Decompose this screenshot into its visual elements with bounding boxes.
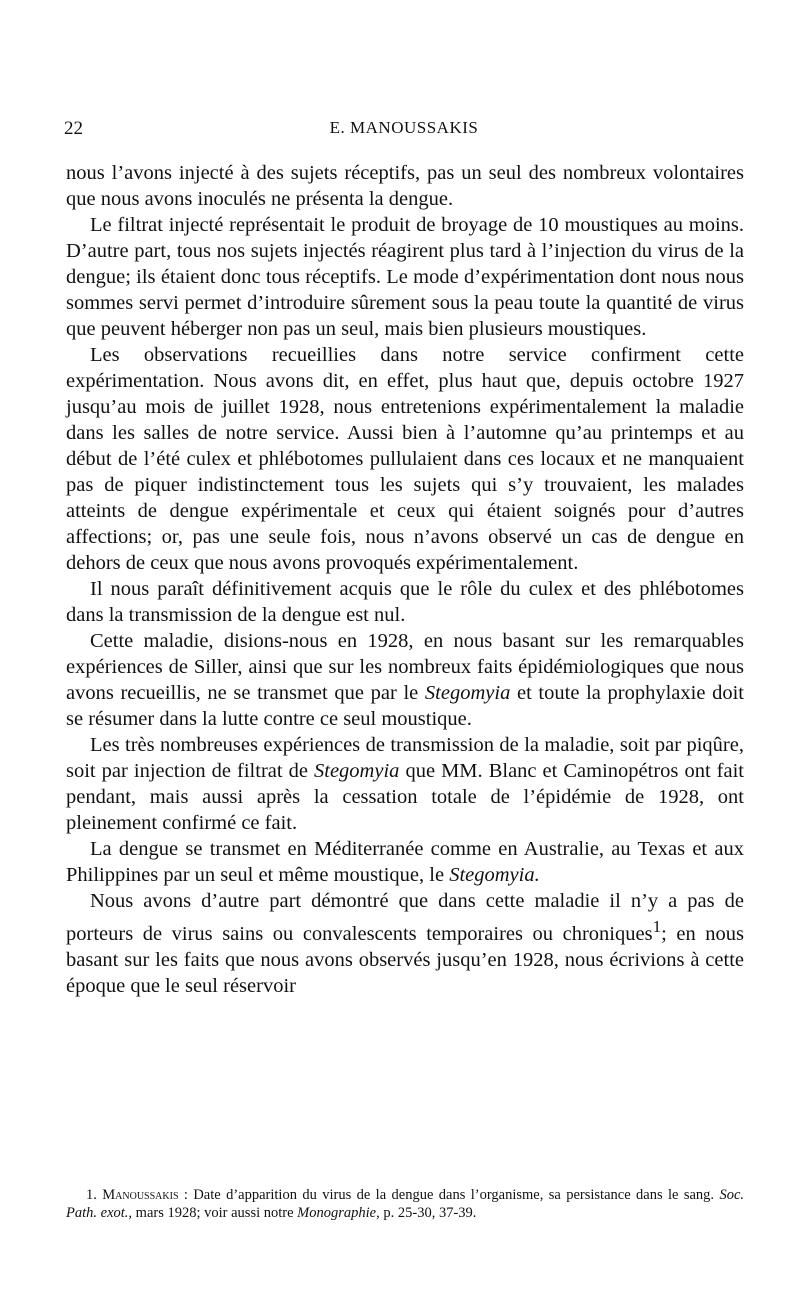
paragraph-continuation: nous l’avons injecté à des sujets réceptifs, pas un seul des nombreux volontaires que nous avons inoculés ne présenta la dengue. bbox=[66, 162, 744, 210]
footnote bbox=[66, 1186, 744, 1222]
footnote-reference: 1 bbox=[652, 917, 662, 936]
running-title: E. MANOUSSAKIS bbox=[329, 118, 479, 137]
text-segment: Cette maladie, disions-nous en 1928, en nous basant sur les remarquables expériences de Siller, ainsi que sur les nombreux faits épidémiologiques que nous avons recueillis, ne se transmet que par le bbox=[66, 630, 744, 704]
footnote-text: : Date d’apparition du virus de la dengue dans l’organisme, sa persistance dans le sang. bbox=[178, 1187, 720, 1203]
footnote-text: , mars 1928; voir aussi notre bbox=[128, 1205, 298, 1221]
text-segment: La dengue se transmet en Méditerranée comme en Australie, au Texas et aux Philippines par un seul et même moustique, le bbox=[66, 838, 744, 886]
text-segment: que MM. Blanc et Caminopétros ont fait pendant, mais aussi après la cessation totale de l’épidémie de 1928, ont pleinement confirmé ce fait. bbox=[66, 760, 744, 834]
page-header bbox=[64, 118, 744, 144]
footnote-author: Manoussakis bbox=[102, 1187, 179, 1203]
footnote-journal: Soc. Path. exot. bbox=[66, 1187, 744, 1221]
species-name: Stegomyia. bbox=[449, 864, 540, 886]
species-name: Stegomyia bbox=[314, 760, 400, 782]
page-number: 22 bbox=[64, 118, 83, 139]
paragraph-porteurs bbox=[66, 888, 744, 999]
paragraph-mediterranee bbox=[66, 836, 744, 888]
text-segment: et toute la prophylaxie doit se résumer dans la lutte contre ce seul moustique. bbox=[66, 682, 744, 730]
footnote-text: , p. 25-30, 37-39. bbox=[376, 1205, 477, 1221]
text-segment: ; en nous basant sur les faits que nous avons observés jusqu’en 1928, nous écrivions à cette époque que le seul réservoir bbox=[66, 922, 745, 997]
text-segment: Nous avons d’autre part démontré que dans cette maladie il n’y a pas de porteurs de virus sains ou convalescents temporaires ou chroniques bbox=[66, 890, 744, 945]
paragraph-filtrat: Le filtrat injecté représentait le produit de broyage de 10 moustiques au moins. D’autre part, tous nos sujets injectés réagirent plus tard à l’injection du virus de la dengue; ils étaient donc tous réceptifs. Le mode d’expérimentation dont nous nous sommes servi permet d’introduire sûrement sous la peau toute la quantité de virus que peuvent héberger non pas un seul, mais bien plusieurs moustiques. bbox=[66, 214, 744, 340]
paragraph-observations: Les observations recueillies dans notre service confirment cette expérimentation. Nous avons dit, en effet, plus haut que, depuis octobre 1927 jusqu’au mois de juillet 1928, nous entretenions expérimentalement la maladie dans les salles de notre service. Aussi bien à l’automne qu’au printemps et au début de l’été culex et phlébotomes pullulaient dans ces locaux et ne manquaient pas de piquer indistinctement tous les sujets qui s’y trouvaient, les malades atteints de dengue expérimentale et ceux qui étaient soignés pour d’autres affections; or, pas une seule fois, nous n’avons observé un cas de dengue en dehors de ceux que nous avons provoqués expérimentalement. bbox=[66, 344, 744, 574]
paragraph-role-culex: Il nous paraît définitivement acquis que le rôle du culex et des phlébotomes dans la transmission de la dengue est nul. bbox=[66, 578, 744, 626]
paragraph-transmission-1928 bbox=[66, 628, 744, 732]
species-name: Stegomyia bbox=[424, 682, 511, 704]
text-segment: Les très nombreuses expériences de transmission de la maladie, soit par piqûre, soit par injection de filtrat de bbox=[66, 734, 744, 782]
footnote-number: 1. bbox=[86, 1187, 97, 1203]
paragraph-experiences bbox=[66, 732, 744, 836]
footnote-monograph: Monographie bbox=[297, 1205, 377, 1221]
body-text bbox=[66, 160, 744, 999]
